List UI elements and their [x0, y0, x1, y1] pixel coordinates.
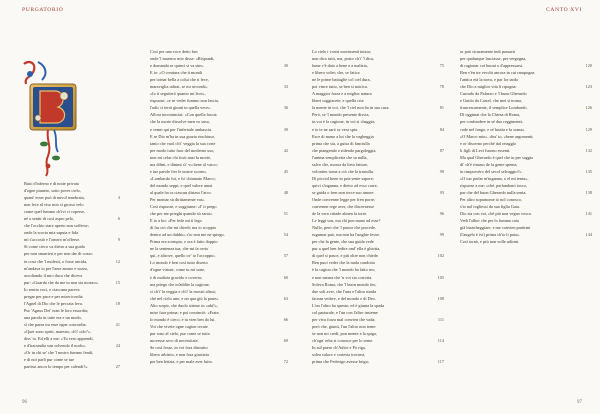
line-number: 57 [283, 253, 288, 259]
verse-line: come quel fummo ch'ivi ci coperse, [24, 209, 86, 215]
line-number: 24 [115, 343, 120, 349]
verse-line: E se Dio m'ha in sua grazia rinchiuso, [150, 133, 215, 139]
line-number: 21 [115, 322, 120, 327]
verse-line: in voi è la cagione, in voi si chaggia; [312, 119, 376, 125]
verse-line: l'antica età la nova, e par lor tardo [460, 77, 519, 83]
verse-line: Allora incominciai: «Con quella fascia [150, 112, 217, 118]
verse-line: per non smarrirsi e per non dar di cozzo [24, 251, 93, 257]
line-number: 111 [437, 316, 444, 322]
verse-line: lume v'è dato a bene e a malizia, [312, 63, 368, 69]
verse-line: che per me prieghi quando sù sarai». [150, 211, 214, 217]
verse-line: per modo tutto fuor del moderno uso, [150, 147, 215, 153]
verse-line: dentro ad un dubbio, s'io non me ne spiego. [150, 232, 225, 238]
page-number-right: 97 [577, 400, 582, 405]
verse-line: A maggior forza e a miglior natura [312, 91, 372, 97]
verse-line: e io te ne sarò or vera spia. [312, 126, 359, 132]
verse-line: par che del buon Gherardo nulla senta. [460, 189, 527, 195]
verse-line: di' ch'è rimaso de la gente spenta, [460, 161, 518, 167]
verse-line: e di malizia gravido e coverto; [150, 274, 203, 280]
line-number: 60 [283, 274, 288, 280]
verse-line: Pur 'Agnus Dei' eran le loro essordia; [24, 307, 89, 313]
line-number: 120 [585, 63, 592, 69]
verse-line: solea valore e cortesia trovarsi, [312, 352, 366, 358]
line-number: 9 [117, 237, 120, 243]
verse-line: già biancheggiare, e me convien partirmi [460, 225, 531, 231]
verse-line: «Lombardo fui, e fu' chiamato Marco; [150, 175, 216, 181]
running-head-left: PURGATORIO [22, 7, 64, 13]
verse-line: col pasturale, e l'un con l'altro insieme [312, 309, 378, 315]
verse-line: se non mi credi, pon mente a la spiga, [312, 330, 377, 336]
verse-line: or può sicuramente indi passarsi [460, 49, 516, 54]
running-head-right: CANTO XVI [546, 7, 582, 13]
verse-line: Le leggi son, ma chi pon mano ad esse? [312, 218, 381, 224]
line-number: 90 [439, 168, 444, 174]
verse-line: Nullo, però che 'l pastor che procede, [312, 225, 377, 231]
verse-line: l'anima semplicetta che sa nulla, [312, 154, 368, 160]
verse-line: Per altro sopranome io nol conosco, [460, 196, 522, 202]
page-number-left: 96 [22, 400, 27, 405]
line-number: 3 [117, 195, 120, 201]
verse-line: libero arbitrio, e non fora giustizia [150, 352, 209, 358]
line-number: 81 [439, 105, 444, 111]
verse-line: per confondere in sé due reggimenti, [460, 119, 523, 125]
verse-line: Vedi l'albor che per lo fummo raia [460, 218, 519, 224]
verse-line: Alto sospir, che duolo strinse in «uhi!», [150, 302, 218, 308]
verse-line: del mondo seppi, e quel valore amai [150, 182, 213, 188]
right-page [300, 0, 600, 414]
verse-line: Ben v'èn tre vecchi ancora in cui rampogna [460, 70, 535, 76]
verse-line: per qualunque lasciasse, per vergogna, [460, 56, 527, 62]
verse-line: «O tuo parlar m'inganna, o el mi tenta», [460, 175, 529, 181]
verse-line: di ragionar coi buoni o d'appressarsi. [460, 63, 524, 69]
verse-line: non fece al viso mio sì grosso velo [24, 202, 84, 208]
verse-line: In sul paese ch'Adice e Po riga, [312, 344, 366, 350]
verse-line: che piangendo e ridendo pargoleggia, [312, 147, 377, 153]
verse-line: e d'iracundia van solvendo il nodo». [24, 343, 87, 349]
line-number: 12 [115, 258, 120, 264]
left-column-1 [24, 180, 99, 370]
line-number: 36 [283, 105, 288, 111]
right-column-2 [460, 48, 534, 245]
line-number: 39 [283, 126, 288, 132]
verse-line: se guida o fren non torce suo amore. [312, 189, 375, 195]
verse-line: mi s'accostò e l'omero m'offerse. [24, 237, 81, 243]
verse-line: Io sentia voci, e ciascuna pareva [24, 286, 80, 292]
verse-line: che l'occhio stare aperto non sofferse; [24, 223, 89, 229]
left-column-2 [150, 48, 225, 365]
line-number: 72 [283, 359, 288, 365]
verse-line: diss' io. Ed elli a me: «Tu vero apprendi, [24, 336, 94, 342]
line-number: 84 [439, 126, 444, 132]
verse-line: Così tornò, e più non volle udirmi. [460, 239, 520, 245]
verse-line: e tue parole fier le nostre scorte». [150, 168, 208, 174]
verse-line: Ma qual Gherardo è quel che tu per saggio [460, 154, 534, 160]
verse-line: due soli aver, che l'una e l'altra strada [312, 288, 377, 294]
verse-line: Sì come cieco va dietro a sua guida [24, 244, 85, 250]
line-number: 27 [115, 364, 120, 370]
verse-line: una parola in tutte era e un modo, [24, 314, 82, 320]
line-number: 78 [439, 84, 444, 90]
verse-line: in rimprovèro del secol selvaggio?». [460, 168, 523, 174]
verse-line: E io: «O creatura che ti mondi [150, 70, 203, 76]
verse-line: e libero voler; che, se fatica [312, 70, 360, 76]
verse-line: facean vedere, e del mondo e di Deo. [312, 295, 376, 301]
verse-line: ché nel cielo uno, e un qua giù la pone». [150, 295, 220, 301]
verse-line: di quel si pasce, e più oltre non chiede. [312, 253, 379, 259]
verse-line: per tornar bella a colui che ti fece, [150, 77, 209, 83]
line-number: 33 [283, 84, 288, 90]
verse-line: pur suso al cielo, pur come se tutto [150, 330, 210, 336]
verse-line: prima che sia, a guisa di fanciulla [312, 140, 370, 146]
verse-line: lo mondo è cieco, e tu vien ben da lui. [150, 316, 216, 322]
line-number: 30 [283, 63, 288, 69]
verse-line: ne le prime battaglie col ciel dura, [312, 77, 371, 83]
verse-line: pregar per pace e per misericordia [24, 293, 83, 299]
verse-line: quant' esser può di nuvol tenebrata, [24, 195, 85, 201]
verse-line: qui, e altrove, quello ov' io l'accoppio. [150, 253, 216, 259]
verse-line: Currado da Palazzo e 'l buon Gherardo [460, 91, 527, 97]
verse-line: Lo mondo è ben così tutto diserto [150, 260, 208, 266]
verse-line: d'ogne virtute, come tu mi sone, [150, 267, 206, 273]
verse-line: Soleva Roma, che 'l buon mondo feo, [312, 281, 377, 287]
line-number: 42 [283, 147, 288, 153]
line-number: 54 [283, 232, 288, 238]
verse-line: rispuose; «e se veder fummo non lascia, [150, 98, 219, 104]
verse-line: «Or tu chi se' che 'l nostro fummo fendi, [24, 350, 94, 356]
verse-line: «O Marco mio», diss' io, «bene argomenti; [460, 133, 534, 139]
verse-line: maraviglia udirai, se mi secondi». [150, 84, 209, 90]
line-number: 87 [439, 147, 444, 153]
verse-line: che la morte dissolve men vo suso, [150, 119, 211, 125]
verse-line: non mi celar chi fosti anzi la morte, [150, 154, 212, 160]
line-number: 102 [437, 253, 444, 259]
verse-line: e di noi parli pur come se tue [24, 357, 74, 363]
line-number: 129 [585, 126, 592, 132]
line-number: 93 [439, 190, 444, 195]
verse-line: ma dilmi, e dimmi s'i' vo bene al varco; [150, 161, 218, 167]
verse-line: pur a quel ben fedire ond' ella è ghiotta, [312, 246, 381, 252]
line-number: 132 [585, 147, 592, 153]
verse-line: Ben puoi veder che la mala condotta [312, 260, 375, 266]
verse-line: rugumar può, ma non ha l'unghie fesse; [312, 232, 380, 238]
verse-line: sì che parea tra esse ogne concordia. [24, 321, 87, 327]
verse-line: Prima era scempio, e ora è fatto doppio [150, 239, 218, 245]
verse-line: salvo che, mossa da lieto fattore, [312, 161, 369, 167]
verse-line: Voi che vivete ogne cagion recate [150, 323, 208, 329]
verse-line: sì ch'i' la veggia e ch'i' la mostri altrui; [150, 288, 216, 294]
verse-line: per viva forza mal convien che vada; [312, 316, 376, 322]
line-number: 99 [439, 232, 444, 238]
verse-line: m'andava io per l'aere amaro e sozzo, [24, 265, 89, 271]
verse-line: Onde convenne legge per fren porre; [312, 196, 376, 202]
verse-line: quivi s'inganna, e dietro ad esso corre, [312, 182, 378, 188]
verse-line: l'Agnel di Dio che le peccata leva. [24, 300, 83, 306]
line-number: 138 [585, 190, 592, 195]
verse-line: Lo cielo i vostri movimenti inizia; [312, 49, 371, 54]
verse-line: E io a lui: «Per fede mi ti lego [150, 218, 202, 224]
verse-line: rispuose a me; «ché, parlandomi tosco, [460, 182, 527, 188]
verse-line: d'ogne pianeto, sotto pover cielo, [24, 188, 81, 194]
verse-line: Così per una voce detto fue; [150, 49, 199, 54]
line-number: 75 [439, 63, 444, 69]
line-number: 63 [283, 295, 288, 301]
verse-line: prima che Federigo avesse briga; [312, 359, 369, 365]
verse-line: movesse seco di necessitate. [150, 337, 199, 343]
line-number: 51 [283, 211, 288, 217]
line-number: 66 [283, 316, 288, 322]
line-number: 48 [283, 190, 288, 195]
right-column-1 [312, 48, 390, 365]
verse-line: onde 'l maestro mio disse: «Rispondi, [150, 56, 215, 62]
line-number: 126 [585, 105, 592, 111]
verse-line: Così rispuose, e soggiunse: «I' ti prego [150, 204, 217, 210]
verse-line: al quale ha or ciascun disteso l'arco. [150, 189, 212, 195]
verse-line: Buio d'inferno e di notte privata [24, 181, 79, 186]
verse-line: ascoltando il mio duca che diceva [24, 272, 83, 278]
verse-line: s'io nol togliessi da sua figlia Gaia. [460, 204, 521, 210]
verse-line: (l'angelo è ivi) prima ch'io li paia». [460, 232, 521, 238]
verse-line: Però, se 'l mondo presente disvia, [312, 112, 370, 118]
verse-line: de la vera cittade almen la torre. [312, 211, 368, 217]
line-number: 96 [439, 211, 444, 217]
verse-line: Esce di mano a lui che la vagheggia [312, 133, 374, 139]
line-number: 105 [437, 274, 444, 280]
verse-line: che Dio a miglior vita li ripogna: [460, 84, 517, 90]
verse-line: poi vince tutto, se ben si notrica. [312, 84, 368, 90]
verse-line: per che la gente, che sua guida vede [312, 239, 374, 245]
line-number: 117 [437, 359, 444, 365]
verse-line: cade nel fango, e sé brutta e la soma». [460, 126, 526, 132]
verse-line: volontier torna a ciò che la trastulla. [312, 168, 374, 174]
verse-line: non dico tutti, ma, posto ch'i' 'l dica, [312, 56, 374, 62]
verse-line: l'udir ci terrà giunti in quella vece». [150, 105, 212, 111]
verse-line: di far ciò che mi chiedi; ma io scoppio [150, 225, 217, 231]
verse-line: Per montar sù dirittamente vai». [150, 196, 206, 202]
verse-line: ch'ogn' erba si conosce per lo seme. [312, 337, 374, 343]
line-number: 141 [585, 211, 592, 217]
line-number: 114 [437, 338, 444, 344]
verse-line: in cosa che 'l molesti, o forse ancida, [24, 258, 88, 264]
line-number: 69 [283, 338, 288, 344]
verse-line: Dì oggimai che la Chiesa di Roma, [460, 112, 521, 118]
verse-line: ne la sentenza tua, che mi fa certo [150, 246, 209, 252]
verse-line: Dio sia con voi, ché più non vegno vosco. [460, 211, 533, 217]
verse-line: «Quei sono spirti, maestro, ch'i' odo?», [24, 328, 91, 334]
verse-line: L'un l'altro ha spento; ed è giunta la spada [312, 302, 385, 308]
verse-line: liberi soggiacete; e quella cria [312, 98, 364, 104]
verse-line: pur: «Guarda che da me tu non sia mozzo». [24, 279, 99, 285]
verse-line: tanto che vuol ch'i' veggia la sua corte [150, 140, 216, 146]
verse-line: francescamente, il semplice Lombardo. [460, 105, 528, 111]
verse-line: li figli di Levì furono essenti. [460, 147, 511, 153]
verse-line: la mente in voi, che 'l ciel non ha in sua cura. [312, 105, 390, 111]
verse-line: per ben letizia, e per male aver lutto. [150, 359, 213, 365]
verse-line: però che, giunti, l'un l'altro non teme: [312, 323, 377, 329]
line-number: 135 [585, 168, 592, 174]
verse-line: mise fuor prima; e poi cominciò: «Frate, [150, 309, 220, 315]
verse-line: convenne rege aver, che discernesse [312, 204, 374, 210]
verse-line: e venni qui per l'infernale ambascia. [150, 126, 213, 132]
verse-line: ma priego che m'addite la cagione, [150, 281, 210, 287]
verse-line: e non natura che 'n voi sia corrotta. [312, 274, 373, 280]
line-number: 144 [585, 232, 592, 238]
line-number: 15 [115, 279, 120, 285]
verse-line: è la cagion che 'l mondo ha fatto reo, [312, 267, 376, 273]
verse-line: e or discerno perché dal retaggio [460, 140, 517, 146]
line-number: 6 [117, 216, 120, 222]
verse-line: onde la scorta mia saputa e fida [24, 230, 79, 236]
verse-line: partissi ancor lo tempo per calendi?». [24, 364, 89, 370]
verse-line: Se così fosse, in voi fora distrutto [150, 344, 208, 350]
verse-line: né a sentir di così aspro pelo, [24, 216, 74, 222]
verse-line: e Guido da Castel, che mei si noma, [460, 98, 522, 104]
line-number: 18 [115, 300, 120, 306]
line-number: 123 [585, 84, 592, 90]
illuminated-initial-b-icon [18, 60, 82, 178]
line-number: 45 [283, 168, 288, 174]
verse-line: Di picciol bene in pria sente sapore; [312, 175, 374, 181]
verse-line: «Io ti seguiterò quanto mi lece», [150, 91, 206, 97]
line-number: 108 [437, 295, 444, 301]
verse-line: e domanda se quinci si va sùe». [150, 63, 205, 69]
